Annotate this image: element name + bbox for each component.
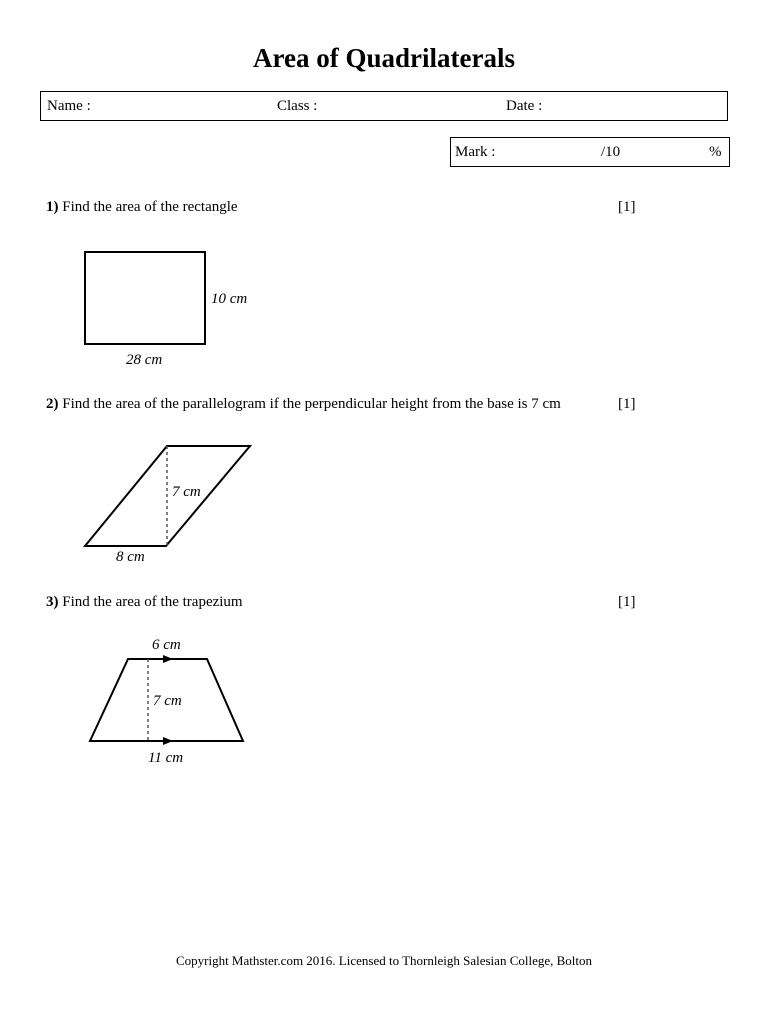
mark-label: Mark : [455,144,496,160]
rectangle-height-label: 10 cm [211,291,248,307]
question-1-text: Find the area of the rectangle [62,199,238,215]
question-2-number: 2) [46,396,59,412]
question-3-number: 3) [46,594,59,610]
question-2-text: Find the area of the parallelogram if the perpendicular height from the base is 7 cm [62,396,561,412]
mark-total: /10 [601,144,621,160]
trapezium-height-label: 7 cm [153,693,182,709]
parallel-arrow-top-icon [163,655,173,663]
class-label: Class : [277,98,318,114]
rectangle-base-label: 28 cm [126,352,163,368]
question-1-marks: [1] [618,199,636,215]
question-3-marks: [1] [618,594,636,610]
copyright-footer: Copyright Mathster.com 2016. Licensed to Thornleigh Salesian College, Bolton [175,953,593,968]
date-label: Date : [506,98,543,114]
mark-percent: % [709,144,722,160]
question-2-marks: [1] [618,396,636,412]
question-2 [46,396,561,413]
trapezium-bottom-label: 11 cm [148,750,184,766]
page-title: Area of Quadrilaterals [253,43,515,73]
name-label: Name : [47,98,91,114]
question-3 [46,594,243,611]
question-3-text: Find the area of the trapezium [62,594,243,610]
rectangle-shape [85,252,205,344]
parallelogram-base-label: 8 cm [116,549,145,565]
question-1-number: 1) [46,199,59,215]
parallel-arrow-bottom-icon [163,737,173,745]
parallelogram-height-label: 7 cm [172,484,201,500]
trapezium-top-label: 6 cm [152,637,181,653]
